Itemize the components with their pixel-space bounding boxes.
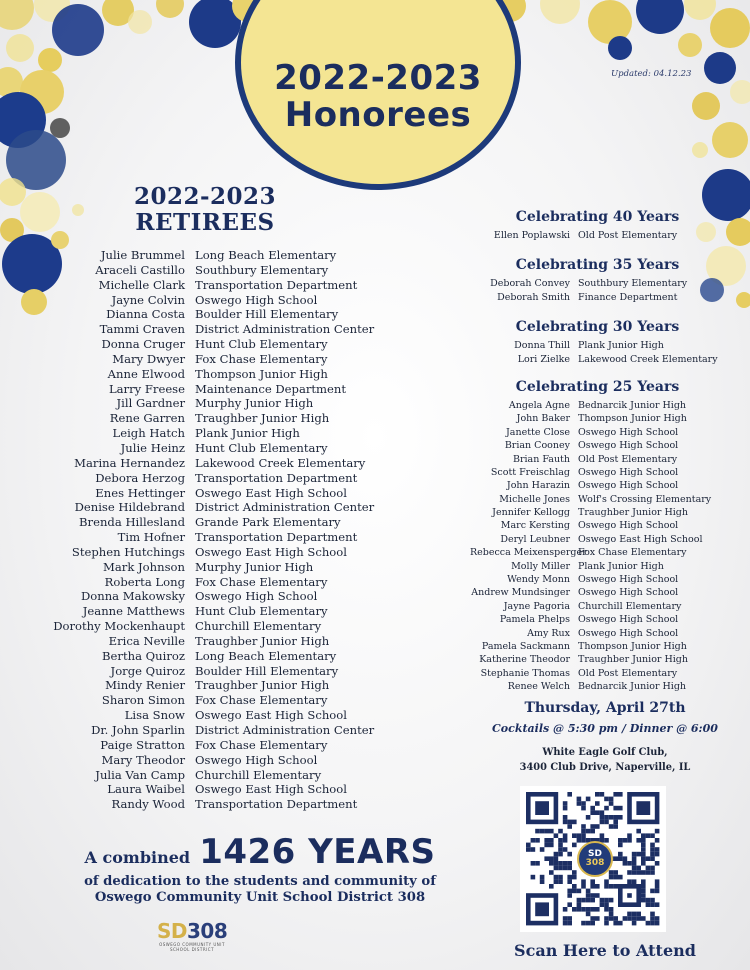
retiree-location: Oswego East High School bbox=[195, 485, 347, 500]
honoree-name: Marc Kersting bbox=[500, 520, 570, 532]
retiree-row bbox=[40, 515, 374, 530]
honoree-name: Andrew Mundsinger bbox=[471, 587, 570, 599]
retiree-name: Tim Hofner bbox=[117, 530, 185, 545]
retiree-location: Transportation Department bbox=[195, 470, 358, 485]
retiree-row bbox=[40, 768, 374, 783]
honoree-name: Deborah Smith bbox=[497, 291, 570, 303]
celebrating-heading: Celebrating 40 Years bbox=[515, 209, 680, 225]
retiree-location: Transportation Department bbox=[195, 797, 358, 812]
retiree-name: Randy Wood bbox=[111, 797, 185, 812]
celebrating-heading: Celebrating 30 Years bbox=[515, 319, 680, 336]
celebrating-group bbox=[470, 318, 725, 366]
honoree-row bbox=[470, 412, 725, 425]
retiree-row bbox=[40, 782, 374, 797]
retiree-location: Southbury Elementary bbox=[195, 262, 329, 277]
retiree-row bbox=[40, 693, 374, 708]
honoree-location: Plank Junior High bbox=[578, 340, 664, 352]
celebrating-group bbox=[470, 256, 725, 304]
honoree-location: Finance Department bbox=[578, 291, 678, 303]
honoree-row bbox=[470, 533, 725, 546]
retiree-location: District Administration Center bbox=[195, 322, 375, 337]
retiree-name: Julie Brummel bbox=[100, 248, 185, 262]
retiree-location: Oswego High School bbox=[195, 589, 318, 604]
qr-badge-bottom: 308 bbox=[585, 858, 605, 868]
retiree-row bbox=[40, 248, 374, 263]
honoree-row bbox=[470, 546, 725, 559]
retiree-location: Transportation Department bbox=[195, 277, 358, 292]
retiree-location: Long Beach Elementary bbox=[195, 648, 337, 663]
honoree-name: Lori Zielke bbox=[517, 353, 570, 365]
honoree-location: Old Post Elementary bbox=[578, 667, 678, 679]
honoree-location: Traughber Junior High bbox=[578, 507, 689, 519]
honoree-name: Jennifer Kellogg bbox=[492, 507, 570, 519]
retiree-name: Anne Elwood bbox=[107, 366, 185, 381]
event-date: Thursday, April 27th bbox=[524, 700, 686, 716]
retiree-location: Grande Park Elementary bbox=[195, 515, 341, 530]
retiree-name: Jayne Colvin bbox=[111, 292, 185, 307]
honoree-name: Deryl Leubner bbox=[500, 533, 570, 545]
honoree-row bbox=[470, 339, 725, 352]
retiree-row bbox=[40, 753, 374, 768]
logo-subtitle: OSWEGO COMMUNITY UNIT SCHOOL DISTRICT bbox=[159, 942, 225, 952]
honoree-location: Lakewood Creek Elementary bbox=[578, 353, 718, 365]
honoree-name: Pamela Phelps bbox=[499, 614, 570, 626]
retiree-row bbox=[40, 530, 374, 545]
honoree-location: Bednarcik Junior High bbox=[578, 399, 687, 411]
retiree-row bbox=[40, 411, 374, 426]
honoree-location: Southbury Elementary bbox=[578, 278, 688, 290]
retiree-name: Debora Herzog bbox=[95, 470, 185, 485]
retiree-name: Dianna Costa bbox=[106, 307, 185, 322]
honoree-location: Traughber Junior High bbox=[578, 654, 689, 666]
scan-label: Scan Here to Attend bbox=[514, 941, 696, 960]
honoree-name: Janette Close bbox=[505, 426, 570, 438]
retiree-name: Julie Heinz bbox=[120, 440, 185, 455]
honoree-location: Wolf's Crossing Elementary bbox=[578, 493, 712, 505]
retiree-location: Long Beach Elementary bbox=[195, 248, 337, 262]
dedication-line-2: Oswego Community Unit School District 308 bbox=[94, 890, 426, 905]
retiree-name: Mark Johnson bbox=[103, 559, 185, 574]
honoree-row bbox=[470, 600, 725, 613]
retiree-location: Maintenance Department bbox=[195, 381, 347, 396]
honoree-location: Plank Junior High bbox=[578, 560, 664, 572]
retiree-name: Enes Hettinger bbox=[95, 485, 185, 500]
honoree-name: Katherine Theodor bbox=[479, 654, 570, 666]
dedication-text bbox=[20, 874, 500, 906]
retiree-name: Donna Cruger bbox=[101, 337, 185, 352]
honoree-row bbox=[470, 653, 725, 666]
retiree-location: Churchill Elementary bbox=[195, 619, 322, 634]
qr-badge-top: SD bbox=[588, 849, 602, 859]
retiree-name: Michelle Clark bbox=[98, 277, 185, 292]
retiree-location: Lakewood Creek Elementary bbox=[195, 455, 366, 470]
honoree-row bbox=[470, 229, 725, 242]
retiree-row bbox=[40, 634, 374, 649]
honoree-location: Fox Chase Elementary bbox=[578, 547, 687, 559]
honoree-name: Brian Cooney bbox=[504, 440, 570, 452]
retirees-title-year: 2022-2023 bbox=[133, 183, 277, 210]
retiree-name: Mindy Renier bbox=[105, 678, 185, 693]
honoree-name: Brian Fauth bbox=[512, 453, 570, 465]
honoree-location: Bednarcik Junior High bbox=[578, 681, 687, 693]
district-logo bbox=[157, 920, 227, 952]
retiree-location: Boulder Hill Elementary bbox=[195, 307, 339, 322]
retiree-location: Oswego East High School bbox=[195, 782, 347, 797]
honoree-location: Oswego High School bbox=[578, 426, 679, 438]
honoree-location: Oswego High School bbox=[578, 520, 679, 532]
honoree-row bbox=[470, 291, 725, 304]
honoree-location: Oswego High School bbox=[578, 574, 679, 586]
honoree-location: Oswego East High School bbox=[578, 533, 703, 545]
honoree-row bbox=[470, 627, 725, 640]
retiree-location: District Administration Center bbox=[195, 500, 375, 515]
honoree-row bbox=[470, 426, 725, 439]
retiree-location: Fox Chase Elementary bbox=[195, 574, 328, 589]
retiree-row bbox=[40, 337, 374, 352]
retiree-name: Lisa Snow bbox=[124, 708, 185, 723]
retiree-location: Murphy Junior High bbox=[195, 559, 314, 574]
retiree-location: Fox Chase Elementary bbox=[195, 737, 328, 752]
retiree-name: Erica Neville bbox=[108, 633, 185, 648]
honoree-row bbox=[470, 479, 725, 492]
retiree-row bbox=[40, 456, 374, 471]
honoree-location: Oswego High School bbox=[578, 440, 679, 452]
retiree-row bbox=[40, 322, 374, 337]
honoree-name: Angela Agne bbox=[508, 399, 570, 411]
dedication-line-1: of dedication to the students and community of bbox=[84, 874, 436, 889]
retiree-location: Hunt Club Elementary bbox=[195, 337, 328, 352]
honoree-name: Rebecca Meixensperger bbox=[470, 547, 587, 559]
celebrating-group bbox=[470, 378, 725, 694]
honoree-name: Michelle Jones bbox=[499, 493, 570, 505]
venue-line-2: 3400 Club Drive, Naperville, IL bbox=[519, 762, 691, 773]
retiree-location: Oswego High School bbox=[195, 292, 318, 307]
retiree-name: Stephen Hutchings bbox=[71, 544, 185, 559]
retiree-name: Araceli Castillo bbox=[95, 262, 185, 277]
combined-years-banner bbox=[0, 832, 520, 872]
retiree-name: Brenda Hillesland bbox=[79, 515, 185, 530]
retiree-name: Larry Freese bbox=[108, 381, 185, 396]
retiree-row bbox=[40, 426, 374, 441]
retiree-location: Traughber Junior High bbox=[195, 633, 330, 648]
retiree-row bbox=[40, 486, 374, 501]
honoree-location: Old Post Elementary bbox=[578, 230, 678, 241]
retiree-row bbox=[40, 649, 374, 664]
retiree-name: Roberta Long bbox=[104, 574, 185, 589]
retiree-row bbox=[40, 708, 374, 723]
retiree-row bbox=[40, 396, 374, 411]
retiree-location: Oswego High School bbox=[195, 752, 318, 767]
retiree-location: Churchill Elementary bbox=[195, 767, 322, 782]
celebrating-heading: Celebrating 25 Years bbox=[515, 378, 680, 395]
honoree-row bbox=[470, 667, 725, 680]
retiree-location: Oswego East High School bbox=[195, 708, 347, 723]
combined-years: 1426 YEARS bbox=[199, 832, 436, 872]
retiree-name: Jorge Quiroz bbox=[110, 663, 185, 678]
retiree-name: Tammi Craven bbox=[99, 322, 185, 337]
event-time: Cocktails @ 5:30 pm / Dinner @ 6:00 bbox=[492, 722, 718, 735]
celebrating-section bbox=[470, 208, 725, 694]
honoree-row bbox=[470, 586, 725, 599]
honoree-name: Molly Miller bbox=[511, 560, 570, 572]
honoree-row bbox=[470, 640, 725, 653]
retiree-location: District Administration Center bbox=[195, 723, 375, 737]
retiree-row bbox=[40, 723, 374, 738]
honoree-row bbox=[470, 277, 725, 290]
retiree-row bbox=[40, 500, 374, 515]
retiree-name: Julia Van Camp bbox=[95, 767, 185, 782]
retiree-location: Traughber Junior High bbox=[195, 411, 330, 426]
honoree-row bbox=[470, 680, 725, 693]
honoree-name: John Harazin bbox=[506, 480, 570, 492]
retiree-row bbox=[40, 307, 374, 322]
combined-prefix: A combined bbox=[84, 848, 191, 867]
retiree-location: Transportation Department bbox=[195, 530, 358, 545]
honoree-name: Scott Freischlag bbox=[490, 466, 570, 478]
honoree-name: Renee Welch bbox=[507, 681, 570, 693]
honoree-name: Donna Thill bbox=[514, 340, 570, 352]
retiree-name: Marina Hernandez bbox=[74, 455, 185, 470]
celebrating-heading: Celebrating 35 Years bbox=[515, 257, 680, 274]
retiree-location: Oswego East High School bbox=[195, 544, 347, 559]
honoree-row bbox=[470, 519, 725, 532]
honoree-location: Oswego High School bbox=[578, 614, 679, 626]
honoree-name: Jayne Pagoria bbox=[503, 600, 570, 612]
retiree-name: Denise Hildebrand bbox=[74, 500, 185, 515]
retiree-location: Fox Chase Elementary bbox=[195, 351, 328, 366]
event-venue bbox=[470, 745, 740, 775]
retirees-title bbox=[110, 184, 300, 236]
celebrating-group bbox=[470, 208, 725, 242]
honoree-name: Deborah Convey bbox=[490, 278, 570, 290]
retirees-title-label: RETIREES bbox=[135, 209, 275, 236]
honoree-location: Thompson Junior High bbox=[578, 413, 687, 425]
retiree-name: Leigh Hatch bbox=[112, 426, 185, 441]
retiree-row bbox=[40, 352, 374, 367]
retiree-row bbox=[40, 560, 374, 575]
honoree-location: Churchill Elementary bbox=[578, 600, 682, 612]
honoree-row bbox=[470, 573, 725, 586]
honoree-name: Ellen Poplawski bbox=[493, 230, 570, 241]
honoree-location: Oswego High School bbox=[578, 587, 679, 599]
retiree-name: Laura Waibel bbox=[107, 782, 185, 797]
retirees-list bbox=[40, 248, 374, 812]
honoree-name: Stephanie Thomas bbox=[480, 667, 570, 679]
retiree-name: Donna Makowsky bbox=[80, 589, 185, 604]
honoree-location: Oswego High School bbox=[578, 627, 679, 639]
retiree-row bbox=[40, 263, 374, 278]
honoree-name: John Baker bbox=[516, 413, 570, 425]
honoree-row bbox=[470, 613, 725, 626]
honoree-location: Oswego High School bbox=[578, 480, 679, 492]
retiree-name: Jill Gardner bbox=[116, 396, 185, 411]
retiree-row bbox=[40, 367, 374, 382]
retiree-name: Mary Dwyer bbox=[112, 351, 185, 366]
retiree-row bbox=[40, 797, 374, 812]
rsvp-qr-code[interactable] bbox=[520, 786, 666, 932]
retiree-row bbox=[40, 575, 374, 590]
qr-district-badge bbox=[577, 841, 613, 877]
retiree-row bbox=[40, 738, 374, 753]
honoree-name: Wendy Monn bbox=[507, 574, 570, 586]
page-title-year: 2022-2023 bbox=[274, 58, 482, 98]
honoree-row bbox=[470, 399, 725, 412]
honoree-row bbox=[470, 560, 725, 573]
retiree-location: Murphy Junior High bbox=[195, 396, 314, 411]
retiree-row bbox=[40, 471, 374, 486]
retiree-location: Traughber Junior High bbox=[195, 678, 330, 693]
logo-num: 308 bbox=[187, 919, 228, 943]
retiree-name: Mary Theodor bbox=[101, 752, 185, 767]
retiree-row bbox=[40, 589, 374, 604]
retiree-location: Hunt Club Elementary bbox=[195, 440, 328, 455]
honoree-row bbox=[470, 506, 725, 519]
retiree-name: Bertha Quiroz bbox=[102, 648, 185, 663]
retiree-row bbox=[40, 604, 374, 619]
retiree-name: Rene Garren bbox=[109, 411, 185, 426]
honoree-location: Oswego High School bbox=[578, 466, 679, 478]
retiree-row bbox=[40, 382, 374, 397]
venue-line-1: White Eagle Golf Club, bbox=[542, 747, 668, 758]
honoree-location: Thompson Junior High bbox=[578, 640, 687, 652]
logo-sd: SD bbox=[157, 919, 188, 943]
honoree-row bbox=[470, 453, 725, 466]
retiree-location: Thompson Junior High bbox=[195, 366, 328, 381]
retiree-row bbox=[40, 664, 374, 679]
honoree-name: Pamela Sackmann bbox=[481, 640, 570, 652]
retiree-location: Boulder Hill Elementary bbox=[195, 663, 339, 678]
honoree-name: Amy Rux bbox=[527, 627, 570, 639]
retiree-row bbox=[40, 293, 374, 308]
retiree-row bbox=[40, 441, 374, 456]
honoree-row bbox=[470, 439, 725, 452]
retiree-name: Paige Stratton bbox=[100, 737, 185, 752]
retiree-name: Dr. John Sparlin bbox=[91, 723, 185, 737]
updated-date: Updated: 04.12.23 bbox=[611, 69, 692, 79]
honoree-row bbox=[470, 466, 725, 479]
page-title: Honorees bbox=[284, 95, 472, 135]
retiree-row bbox=[40, 278, 374, 293]
retiree-name: Sharon Simon bbox=[101, 693, 185, 708]
retiree-location: Hunt Club Elementary bbox=[195, 604, 328, 619]
honoree-row bbox=[470, 353, 725, 366]
retiree-name: Jeanne Matthews bbox=[82, 604, 185, 619]
retiree-row bbox=[40, 678, 374, 693]
honoree-row bbox=[470, 493, 725, 506]
retiree-location: Fox Chase Elementary bbox=[195, 693, 328, 708]
retiree-location: Plank Junior High bbox=[195, 426, 300, 441]
retiree-row bbox=[40, 545, 374, 560]
honoree-location: Old Post Elementary bbox=[578, 453, 678, 465]
retiree-name: Dorothy Mockenhaupt bbox=[53, 619, 185, 634]
retiree-row bbox=[40, 619, 374, 634]
